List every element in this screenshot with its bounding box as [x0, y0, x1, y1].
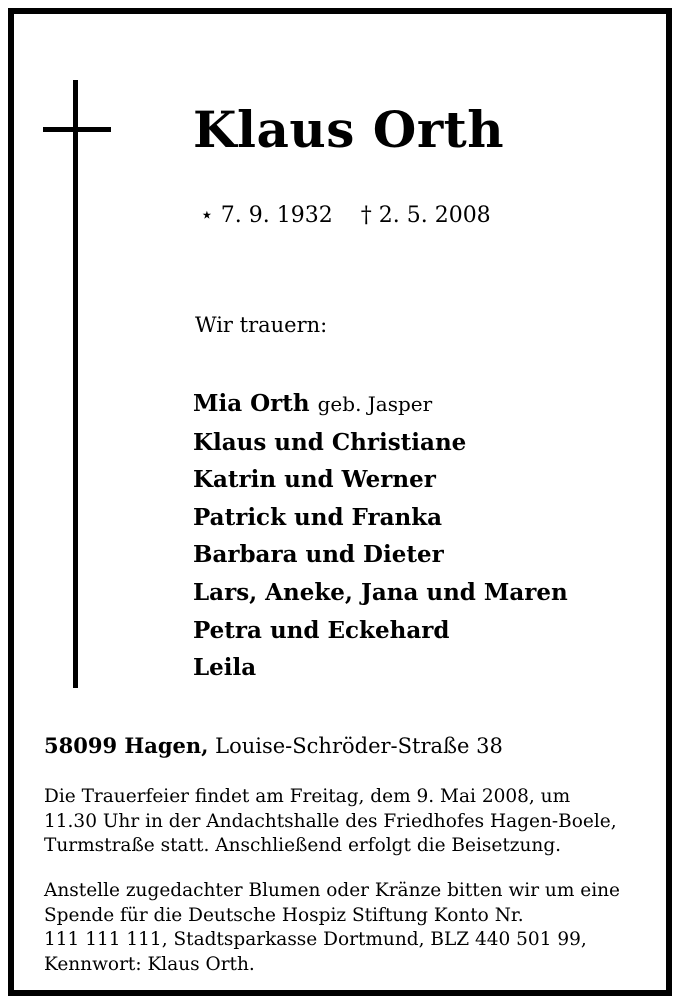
mourner-item: Leila — [193, 654, 257, 682]
address-street: Louise-Schröder-Straße 38 — [215, 734, 503, 758]
donation-line: Kennwort: Klaus Orth. — [44, 953, 255, 975]
cross-vertical-bar — [73, 80, 78, 688]
donation-line: Anstelle zugedachter Blumen oder Kränze bitten wir um eine — [44, 880, 620, 901]
funeral-line: Turmstraße statt. Anschließend erfolgt die Beisetzung. — [44, 835, 562, 856]
funeral-line: 11.30 Uhr in der Andachtshalle des Friedhofes Hagen-Boele, — [44, 810, 617, 832]
donation-line: Spende für die Deutsche Hospiz Stiftung Konto Nr. — [44, 904, 524, 926]
mourner-item: Barbara und Dieter — [193, 541, 444, 569]
address-city: 58099 Hagen, — [44, 733, 209, 758]
mourner-item: Lars, Aneke, Jana und Maren — [193, 578, 568, 606]
funeral-info — [44, 785, 617, 859]
mourner-item: Katrin und Werner — [193, 466, 436, 494]
deceased-name: Klaus Orth — [193, 100, 505, 159]
donation-line: 111 111 111, Stadtsparkasse Dortmund, BLZ 440 501 99, — [44, 929, 587, 950]
mourning-intro: Wir trauern: — [195, 313, 328, 337]
mourner-list — [193, 385, 568, 687]
mourner-note: geb. Jasper — [317, 392, 433, 416]
mourner-name: Mia Orth — [193, 390, 310, 417]
mourner-item: Patrick und Franka — [193, 503, 443, 531]
birth-date: ⋆ 7. 9. 1932 — [200, 203, 333, 228]
mourner-item: Petra und Eckehard — [193, 616, 450, 644]
donation-info — [44, 879, 620, 977]
death-date: † 2. 5. 2008 — [360, 203, 491, 228]
life-dates — [200, 203, 491, 228]
funeral-line: Die Trauerfeier findet am Freitag, dem 9. Mai 2008, um — [44, 786, 571, 807]
mourner-item: Klaus und Christiane — [193, 428, 467, 456]
mourner-item — [193, 385, 568, 424]
family-address — [44, 733, 503, 758]
cross-horizontal-bar — [43, 127, 111, 132]
